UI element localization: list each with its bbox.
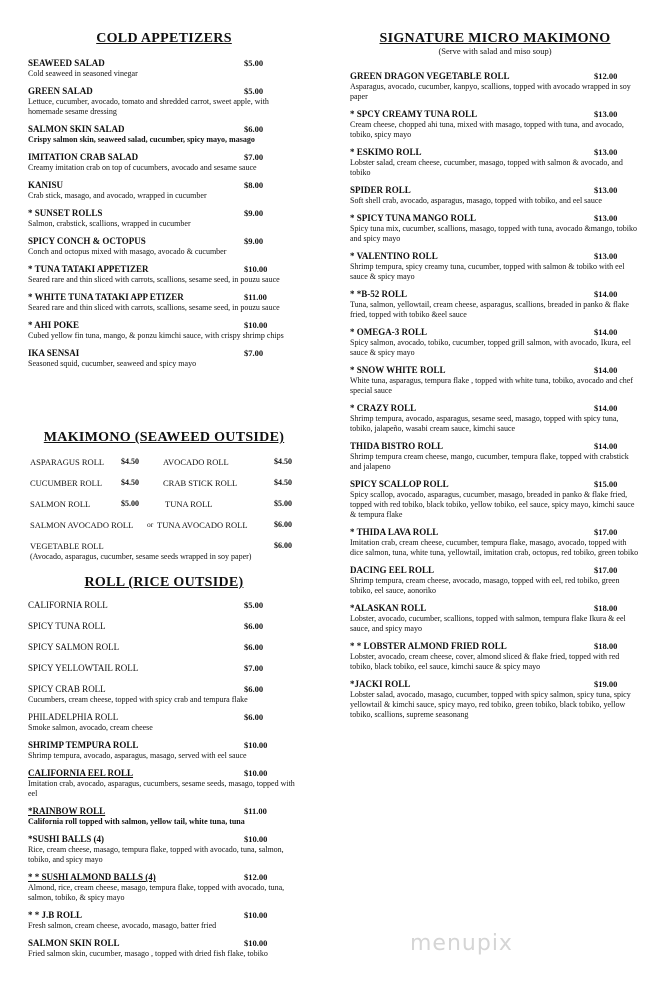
menu-item — [350, 71, 640, 102]
item-price: $12.00 — [594, 71, 618, 81]
menu-item-row — [28, 600, 300, 611]
menu-item — [350, 289, 640, 320]
item-description: White tuna, asparagus, tempura flake , topped with white tuna, tobiko, avocado and chef special sauce — [350, 376, 634, 395]
menu-item-row — [350, 641, 640, 652]
menu-item-row — [350, 327, 640, 338]
menu-item-row — [28, 938, 300, 949]
item-name: SALMON ROLL — [30, 499, 91, 509]
menu-item — [350, 441, 640, 472]
item-description: Lobster, avocado, cucumber, scallions, topped with salmon, tempura flake Ikura & eel sauce, and spicy mayo — [350, 614, 626, 633]
item-price: $17.00 — [594, 527, 618, 537]
menu-item-row — [28, 872, 300, 883]
item-price: $14.00 — [594, 441, 618, 451]
item-name: GREEN SALAD — [28, 86, 93, 96]
menu-item-row — [28, 86, 300, 97]
item-price: $14.00 — [594, 403, 618, 413]
item-price: $12.00 — [244, 872, 268, 882]
item-price: $10.00 — [244, 740, 268, 750]
item-name: * *B-52 ROLL — [350, 289, 408, 299]
item-price: $10.00 — [244, 768, 268, 778]
menu-item — [350, 185, 640, 206]
item-name: TUNA ROLL — [165, 499, 213, 509]
item-description: Lobster salad, avocado, masago, cucumber, topped with spicy salmon, spicy tuna, spicy yellowtail & kimchi sauce, spicy mayo, red tobiko, green tobiko, black tobiko, yellow tobiko, scallions, supreme seasonang — [350, 690, 631, 719]
menu-item — [28, 208, 300, 229]
menu-item — [28, 86, 300, 117]
menu-item — [28, 663, 300, 674]
item-name: SPICY TUNA ROLL — [28, 621, 106, 631]
item-description: Cold seaweed in seasoned vinegar — [28, 69, 138, 78]
menu-item — [350, 147, 640, 178]
menu-item-row — [28, 768, 300, 779]
menu-item — [350, 679, 640, 720]
menu-item — [28, 938, 300, 959]
menu-item-row — [350, 441, 640, 452]
item-name: SPICY CONCH & OCTOPUS — [28, 236, 146, 246]
item-description: Seared rare and thin sliced with carrots, scallions, sesame seed, in pouzu sauce — [28, 275, 280, 284]
makimono-row — [28, 457, 300, 478]
item-price: $10.00 — [244, 938, 268, 948]
item-price: $4.50 — [121, 457, 139, 466]
item-name: TUNA AVOCADO ROLL — [157, 520, 248, 530]
menu-item-row — [28, 348, 300, 359]
menu-item — [28, 348, 300, 369]
signature-heading: SIGNATURE MICRO MAKIMONO — [379, 31, 611, 46]
item-price: $15.00 — [594, 479, 618, 489]
menu-item — [28, 124, 300, 145]
menu-item-row — [350, 365, 640, 376]
menu-item — [28, 236, 300, 257]
item-name: *ALASKAN ROLL — [350, 603, 427, 613]
menu-item-row — [350, 71, 640, 82]
item-price: $9.00 — [244, 208, 264, 218]
item-name: GREEN DRAGON VEGETABLE ROLL — [350, 71, 510, 81]
item-name: SHRIMP TEMPURA ROLL — [28, 740, 139, 750]
menu-item-row — [350, 251, 640, 262]
item-name: *RAINBOW ROLL — [28, 806, 106, 816]
item-price: $9.00 — [244, 236, 264, 246]
item-price: $4.50 — [274, 457, 292, 466]
item-name: CRAB STICK ROLL — [163, 478, 238, 488]
item-name: * WHITE TUNA TATAKI APP ETIZER — [28, 292, 184, 302]
menu-item — [28, 684, 300, 705]
item-name: SEAWEED SALAD — [28, 58, 105, 68]
item-name: AVOCADO ROLL — [163, 457, 229, 467]
item-description: Almond, rice, cream cheese, masago, tempura flake, topped with avocado, tuna, salmon, tobiko, & spicy mayo — [28, 883, 285, 902]
makimono-row — [28, 499, 300, 520]
item-description: Shrimp tempura cream cheese, mango, cucumber, tempura flake, topped with crabstick and jalapeno — [350, 452, 629, 471]
item-price: $10.00 — [244, 910, 268, 920]
menu-item-row — [28, 621, 300, 632]
menu-item-row — [28, 208, 300, 219]
item-description: Asparagus, avocado, cucumber, kanpyo, scallions, topped with avocado wrapped in soy paper — [350, 82, 631, 101]
item-name: SALMON AVOCADO ROLL — [30, 520, 134, 530]
item-price: $14.00 — [594, 327, 618, 337]
item-description: Spicy tuna mix, cucumber, scallions, masago, topped with tuna, avocado &mango, tobiko and spicy mayo — [350, 224, 637, 243]
menu-item — [28, 320, 300, 341]
menu-item — [350, 251, 640, 282]
menu-item — [28, 910, 300, 931]
menu-item — [350, 213, 640, 244]
item-name: SPICY SALMON ROLL — [28, 642, 120, 652]
item-name: * * LOBSTER ALMOND FRIED ROLL — [350, 641, 507, 651]
item-description: Rice, cream cheese, masago, tempura flake, topped with avocado, tuna, salmon, tobiko, and spicy mayo — [28, 845, 284, 864]
menu-item-row — [28, 684, 300, 695]
item-price: $13.00 — [594, 213, 618, 223]
item-price: $4.50 — [121, 478, 139, 487]
item-description: Spicy scallop, avocado, asparagus, cucumber, masago, breaded in panko & flake fried, topped with red tobiko, black tobiko, yellow tobiko, eel sauce, spicy mayo, kimchi sauce & tempura flake — [350, 490, 635, 519]
menu-item — [28, 292, 300, 313]
item-description: Cream cheese, chopped ahi tuna, mixed with masago, topped with tuna, and avocado, tobiko, spicy mayo — [350, 120, 624, 139]
item-description: Fried salmon skin, cucumber, masago , topped with dried fish flake, tobiko — [28, 949, 268, 958]
menu-item — [350, 109, 640, 140]
item-description: Shrimp tempura, avocado, asparagus, sesame seed, masago, topped with spicy tuna, tobiko, jalapeño, wasabi cream sauce, kimchi sauce — [350, 414, 619, 433]
item-description: Shrimp tempura, avocado, asparagus, masago, served with eel sauce — [28, 751, 247, 760]
item-name: SPICY YELLOWTAIL ROLL — [28, 663, 139, 673]
menu-item-row — [28, 663, 300, 674]
item-name: *JACKI ROLL — [350, 679, 411, 689]
item-name: SALMON SKIN SALAD — [28, 124, 125, 134]
item-name: *SUSHI BALLS (4) — [28, 834, 105, 844]
menu-item — [350, 603, 640, 634]
item-name: * VALENTINO ROLL — [350, 251, 438, 261]
item-description: Conch and octopus mixed with masago, avocado & cucumber — [28, 247, 227, 256]
item-name: SPICY CRAB ROLL — [28, 684, 106, 694]
menu-item — [350, 527, 640, 558]
menu-item-row — [28, 236, 300, 247]
roll-list — [28, 600, 300, 966]
item-name: CUCUMBER ROLL — [30, 478, 103, 488]
makimono-list — [28, 457, 300, 562]
item-description: Crab stick, masago, and avocado, wrapped in cucumber — [28, 191, 207, 200]
menu-item — [28, 768, 300, 799]
item-name: * * SUSHI ALMOND BALLS (4) — [28, 872, 156, 882]
item-description: California roll topped with salmon, yellow tail, white tuna, tuna — [28, 817, 245, 826]
item-price: $6.00 — [244, 642, 264, 652]
item-name: SPICY SCALLOP ROLL — [350, 479, 449, 489]
item-description: (Avocado, asparagus, cucumber, sesame seeds wrapped in soy paper) — [30, 552, 252, 561]
menu-item-row — [28, 180, 300, 191]
menu-item-row — [28, 740, 300, 751]
item-name: * TUNA TATAKI APPETIZER — [28, 264, 149, 274]
menu-item-row — [350, 603, 640, 614]
item-price: $7.00 — [244, 152, 264, 162]
item-description: Cubed yellow fin tuna, mango, & ponzu kimchi sauce, with crispy shrimp chips — [28, 331, 284, 340]
menu-item-row — [28, 320, 300, 331]
item-price: $13.00 — [594, 251, 618, 261]
item-price: $10.00 — [244, 264, 268, 274]
item-description: Spicy salmon, avocado, tobiko, cucumber, topped grill salmon, with avocado, Ikura, eel sauce & spicy mayo — [350, 338, 631, 357]
item-name: * AHI POKE — [28, 320, 80, 330]
item-price: $6.00 — [244, 124, 264, 134]
menu-item — [28, 740, 300, 761]
item-price: $13.00 — [594, 147, 618, 157]
item-price: $7.00 — [244, 663, 264, 673]
item-price: $6.00 — [244, 621, 264, 631]
menu-item — [350, 565, 640, 596]
item-price: $10.00 — [244, 834, 268, 844]
roll-rice-outside-heading: ROLL (RICE OUTSIDE) — [84, 575, 244, 590]
item-price: $6.00 — [244, 712, 264, 722]
item-price: $8.00 — [244, 180, 264, 190]
item-name: * ESKIMO ROLL — [350, 147, 422, 157]
makimono-row — [28, 478, 300, 499]
item-price: $7.00 — [244, 348, 264, 358]
item-price: $11.00 — [244, 292, 267, 302]
menu-item-row — [350, 109, 640, 120]
menu-item-row — [28, 124, 300, 135]
menu-item — [28, 600, 300, 611]
item-name: SPIDER ROLL — [350, 185, 411, 195]
item-description: Lettuce, cucumber, avocado, tomato and shredded carrot, sweet apple, with homemade sesame dressing — [28, 97, 269, 116]
item-price: $18.00 — [594, 603, 618, 613]
makimono-heading: MAKIMONO (SEAWEED OUTSIDE) — [43, 430, 285, 445]
item-price: $5.00 — [121, 499, 139, 508]
menu-item — [350, 479, 640, 520]
menu-item-row — [350, 213, 640, 224]
menu-item-row — [28, 806, 300, 817]
makimono-row — [28, 520, 300, 541]
item-description: Lobster salad, cream cheese, cucumber, masago, topped with salmon & avocado, and tobiko — [350, 158, 623, 177]
item-name: SALMON SKIN ROLL — [28, 938, 120, 948]
item-price: $5.00 — [244, 86, 264, 96]
cold-appetizers-heading: COLD APPETIZERS — [96, 31, 232, 46]
menu-item — [350, 365, 640, 396]
menu-item-row — [28, 58, 300, 69]
item-name: * CRAZY ROLL — [350, 403, 417, 413]
item-name: DACING EEL ROLL — [350, 565, 435, 575]
menu-item — [28, 872, 300, 903]
item-name: * OMEGA-3 ROLL — [350, 327, 428, 337]
watermark-logo: menupix — [410, 931, 513, 956]
menu-item — [28, 264, 300, 285]
menu-item-row — [28, 292, 300, 303]
item-price: $10.00 — [244, 320, 268, 330]
menu-item — [28, 152, 300, 173]
item-price: $6.00 — [244, 684, 264, 694]
menu-item-row — [350, 565, 640, 576]
menu-item — [28, 834, 300, 865]
item-description: Crispy salmon skin, seaweed salad, cucumber, spicy mayo, masago — [28, 135, 255, 144]
menu-item — [28, 642, 300, 653]
item-price: $19.00 — [594, 679, 618, 689]
item-name: * * J.B ROLL — [28, 910, 83, 920]
menu-item-row — [350, 289, 640, 300]
item-price: $5.00 — [274, 499, 292, 508]
item-name: CALIFORNIA ROLL — [28, 600, 108, 610]
cold-appetizers-list — [28, 58, 300, 376]
item-price: $5.00 — [244, 600, 264, 610]
item-description: Smoke salmon, avocado, cream cheese — [28, 723, 153, 732]
item-price: $6.00 — [274, 541, 292, 550]
item-name: KANISU — [28, 180, 64, 190]
item-name: * SNOW WHITE ROLL — [350, 365, 446, 375]
item-description: Imitation crab, avocado, asparagus, cucumbers, sesame seeds, masago, topped with eel — [28, 779, 295, 798]
menu-item-row — [350, 147, 640, 158]
item-name: * SUNSET ROLLS — [28, 208, 103, 218]
signature-list — [350, 71, 640, 727]
item-description: Seared rare and thin sliced with carrots, scallions, sesame seed, in pouzu sauce — [28, 303, 280, 312]
menu-item-row — [28, 642, 300, 653]
item-description: Imitation crab, cream cheese, cucumber, tempura flake, masago, avocado, topped with dice salmon, tuna, white tuna, yellowtail, imitation crab, octopus, red tobiko, green tobiko — [350, 538, 639, 557]
item-price: $11.00 — [244, 806, 267, 816]
item-description: Creamy imitation crab on top of cucumbers, avocado and sesame sauce — [28, 163, 257, 172]
item-price: $13.00 — [594, 109, 618, 119]
menu-item-row — [350, 527, 640, 538]
menu-item-row — [350, 479, 640, 490]
item-price: $14.00 — [594, 365, 618, 375]
item-price: $4.50 — [274, 478, 292, 487]
item-name: * THIDA LAVA ROLL — [350, 527, 439, 537]
makimono-row — [28, 541, 300, 552]
menu-item-row — [28, 910, 300, 921]
menu-item-row — [350, 679, 640, 690]
item-description: Tuna, salmon, yellowtail, cream cheese, asparagus, scallions, breaded in panko & flake fried, topped with tobiko &eel sauce — [350, 300, 629, 319]
item-price: $6.00 — [274, 520, 292, 529]
item-price: $13.00 — [594, 185, 618, 195]
menu-item-row — [350, 403, 640, 414]
item-description: Salmon, crabstick, scallions, wrapped in cucumber — [28, 219, 191, 228]
item-description: Cucumbers, cream cheese, topped with spicy crab and tempura flake — [28, 695, 248, 704]
item-price: $18.00 — [594, 641, 618, 651]
item-description: Shrimp tempura, cream cheese, avocado, masago, topped with eel, red tobiko, green tobiko, eel sauce, aonoriko — [350, 576, 620, 595]
item-description: Seasoned squid, cucumber, seaweed and spicy mayo — [28, 359, 197, 368]
item-price: $17.00 — [594, 565, 618, 575]
item-name: PHILADELPHIA ROLL — [28, 712, 119, 722]
item-price: $5.00 — [244, 58, 264, 68]
item-description: Shrimp tempura, spicy creamy tuna, cucumber, topped with salmon & tobiko with eel sauce & spicy mayo — [350, 262, 625, 281]
menu-item — [28, 180, 300, 201]
item-price: $14.00 — [594, 289, 618, 299]
item-name: IKA SENSAI — [28, 348, 80, 358]
menu-item — [350, 327, 640, 358]
menu-item-row — [28, 834, 300, 845]
item-name: CALIFORNIA EEL ROLL — [28, 768, 134, 778]
menu-item-row — [350, 185, 640, 196]
menu-item — [350, 641, 640, 672]
item-name: * SPICY TUNA MANGO ROLL — [350, 213, 477, 223]
menu-item-row — [28, 152, 300, 163]
menu-item — [28, 712, 300, 733]
menu-item — [350, 403, 640, 434]
item-name: THIDA BISTRO ROLL — [350, 441, 444, 451]
item-name: ASPARAGUS ROLL — [30, 457, 105, 467]
item-name: IMITATION CRAB SALAD — [28, 152, 139, 162]
item-description: Soft shell crab, avocado, asparagus, masago, topped with tobiko, and eel sauce — [350, 196, 602, 205]
or-text: or — [147, 520, 154, 529]
menu-item — [28, 806, 300, 827]
menu-item — [28, 621, 300, 632]
menu-item-row — [28, 264, 300, 275]
item-name: VEGETABLE ROLL — [30, 541, 104, 551]
item-description: Lobster, avocado, cream cheese, cover, almond sliced & flake fried, topped with red tobiko, black tobiko, eel sauce, kimchi sauce & spicy mayo — [350, 652, 620, 671]
signature-subtitle: (Serve with salad and miso soup) — [438, 46, 552, 56]
menu-item — [28, 58, 300, 79]
item-description: Fresh salmon, cream cheese, avocado, masago, batter fried — [28, 921, 217, 930]
menu-item-row — [28, 712, 300, 723]
item-name: * SPCY CREAMY TUNA ROLL — [350, 109, 478, 119]
